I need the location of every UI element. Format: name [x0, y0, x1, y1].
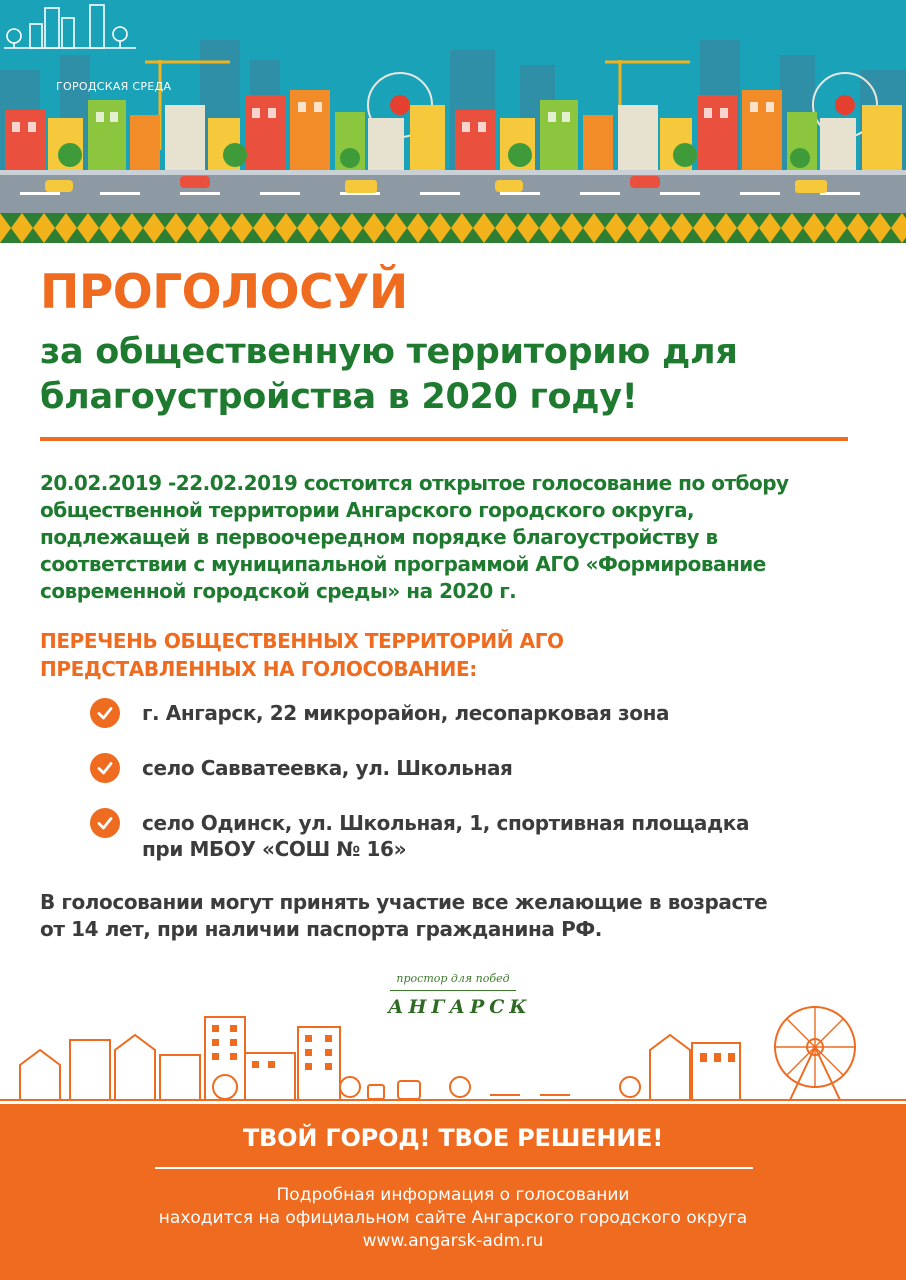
subheadline-line: благоустройства в 2020 году! — [40, 377, 638, 417]
age-note-line: от 14 лет, при наличии паспорта гражданина РФ. — [40, 917, 602, 941]
angarsk-name: АНГАРСК — [388, 996, 532, 1018]
intro-line: подлежащей в первоочередном порядке благоустройству в — [40, 525, 718, 549]
white-divider — [155, 1167, 753, 1169]
angarsk-logo-line — [390, 990, 516, 991]
logo-text: ГОРОДСКАЯ СРЕДА — [56, 80, 172, 93]
territory-list-title — [40, 627, 800, 683]
list-item-text: село Савватеевка, ул. Школьная — [142, 756, 513, 780]
list-title-line: ПРЕДСТАВЛЕННЫХ НА ГОЛОСОВАНИЕ: — [40, 657, 477, 681]
info-block — [0, 1184, 906, 1253]
territory-list — [90, 700, 850, 862]
intro-line: 20.02.2019 -22.02.2019 состоится открытое голосование по отбору — [40, 471, 789, 495]
slogan: ТВОЙ ГОРОД! ТВОЕ РЕШЕНИЕ! — [242, 1124, 664, 1152]
age-note-line: В голосовании могут принять участие все желающие в возрасте — [40, 890, 768, 914]
checkmark-icon — [90, 808, 120, 838]
info-line: Подробная информация о голосовании — [276, 1185, 630, 1205]
list-item — [90, 755, 850, 783]
list-title-line: ПЕРЕЧЕНЬ ОБЩЕСТВЕННЫХ ТЕРРИТОРИЙ АГО — [40, 629, 564, 653]
zigzag-divider — [0, 213, 906, 243]
city-banner — [0, 0, 906, 215]
list-item — [90, 700, 850, 728]
list-item-text: при МБОУ «СОШ № 16» — [142, 837, 407, 861]
intro-line: соответствии с муниципальной программой АГО «Формирование — [40, 552, 766, 576]
intro-line: общественной территории Ангарского городского округа, — [40, 498, 695, 522]
subheadline-line: за общественную территорию для — [40, 332, 738, 372]
city-skyline-logo-icon — [0, 0, 140, 70]
info-line: находится на официальном сайте Ангарского городского округа — [158, 1208, 748, 1228]
intro-paragraph — [40, 470, 870, 605]
age-note — [40, 889, 860, 943]
list-item-text: г. Ангарск, 22 микрорайон, лесопарковая зона — [142, 701, 670, 725]
checkmark-icon — [90, 698, 120, 728]
list-item-text: село Одинск, ул. Школьная, 1, спортивная площадка — [142, 811, 750, 835]
website-link[interactable]: www.angarsk-adm.ru — [362, 1231, 544, 1251]
subheadline — [40, 330, 870, 420]
headline: ПРОГОЛОСУЙ — [40, 265, 408, 320]
checkmark-icon — [90, 753, 120, 783]
angarsk-tagline: простор для побед — [396, 972, 510, 985]
orange-skyline-illustration — [0, 995, 906, 1107]
intro-line: современной городской среды» на 2020 г. — [40, 579, 517, 603]
orange-divider — [40, 437, 848, 441]
list-item — [90, 810, 850, 862]
